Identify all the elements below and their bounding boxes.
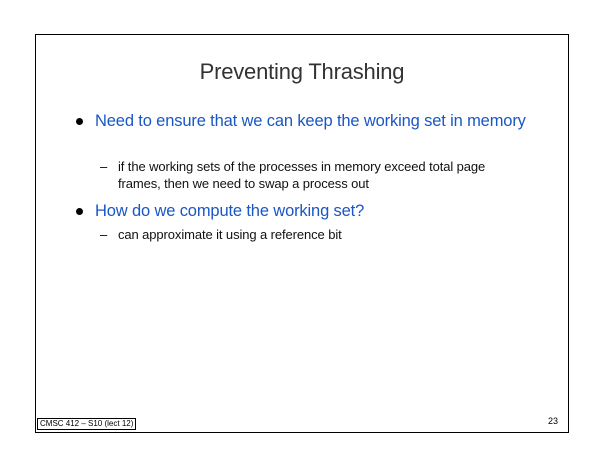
bullet-dot-icon: [76, 208, 83, 215]
slide-title: Preventing Thrashing: [199, 59, 405, 84]
sub-item: [100, 158, 530, 192]
sub-item: [100, 226, 530, 243]
sub-item-text: can approximate it using a reference bit: [118, 227, 342, 242]
course-footer: CMSC 412 – S10 (lect 12): [37, 418, 136, 430]
dash-icon: –: [100, 159, 108, 174]
bullet-text: Need to ensure that we can keep the working set in memory: [95, 112, 526, 130]
page-number: 23: [547, 416, 558, 426]
bullet-item: [76, 111, 526, 132]
bullet-item: [76, 201, 526, 222]
sub-item-text: if the working sets of the processes in memory exceed total page frames, then we need to swap a process out: [118, 159, 486, 191]
bullet-dot-icon: [76, 118, 83, 125]
dash-icon: –: [100, 227, 108, 242]
bullet-text: How do we compute the working set?: [95, 202, 365, 220]
slide-frame: [35, 34, 569, 433]
